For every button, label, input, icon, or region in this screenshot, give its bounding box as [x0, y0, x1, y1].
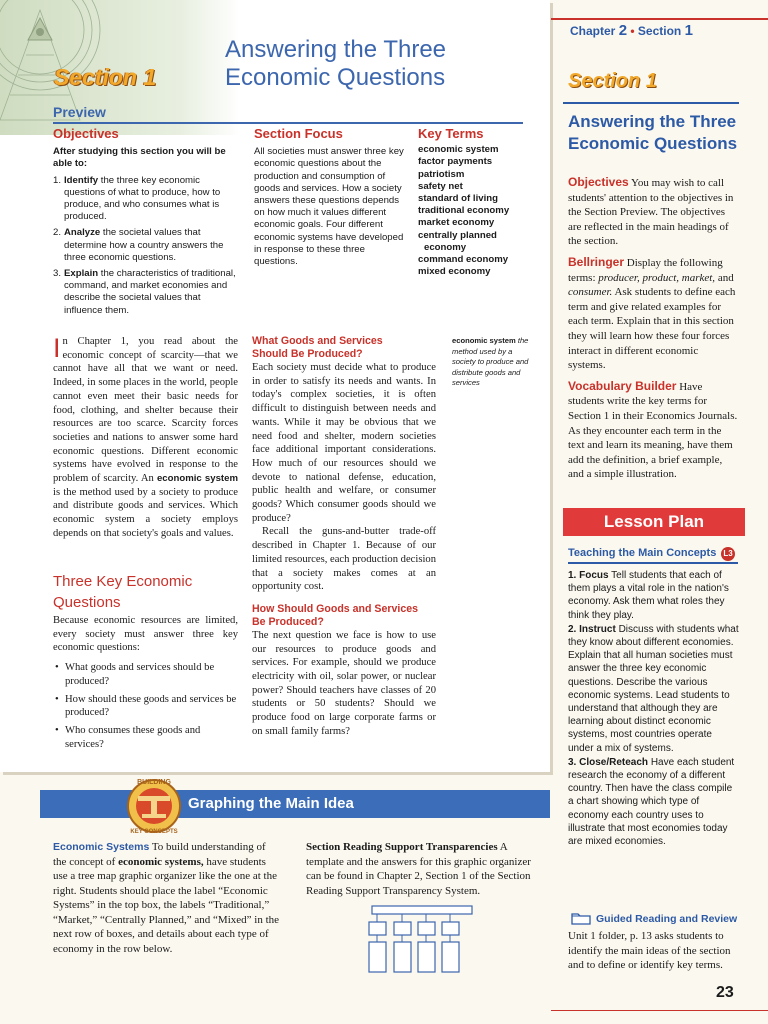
step-lead: 3. Close/Reteach: [568, 756, 649, 768]
subheading-line2: Be Produced?: [252, 615, 324, 628]
separator-dot: •: [630, 24, 635, 38]
note-text: You may wish to call students' attention to the objectives in the Section Preview. The objectives are reflected in the main headings of the section.: [568, 177, 734, 248]
key-term: economic system: [418, 144, 499, 156]
subheading-line1: How Should Goods and Services: [252, 602, 418, 615]
side-top-divider: [551, 18, 768, 20]
note-terms: producer, product, market,: [598, 271, 716, 284]
preview-label: Preview: [53, 104, 106, 120]
section-title: [225, 36, 545, 92]
objective-number: 3.: [53, 268, 62, 280]
key-term: traditional economy: [418, 205, 510, 217]
paragraph: Each society must decide what to produce in order to satisfy its needs and wants. In today's complex societies, it is often difficult to distinguish between needs and wants. While it may be obvious that we need food and shelter, modern societies face additional important considerations. How much of our resources should we devote to national defense, education, public health and welfare, or consumer goods? Which consumer goods should we produce?: [252, 362, 436, 524]
side-title-line1: Answering the Three: [568, 112, 737, 131]
note-text: Display the following terms:: [568, 256, 723, 284]
questions-intro: Because economic resources are limited, every society must answer three key economic questions:: [53, 615, 238, 654]
section-label: Section: [637, 24, 682, 38]
objective-number: 1.: [53, 174, 62, 186]
lesson-plan-banner: Lesson Plan: [563, 508, 745, 536]
objective-number: 2.: [53, 227, 62, 239]
guided-reading-text: Unit 1 folder, p. 13 asks students to identify the main ideas of the section and to define or identify key terms.: [568, 930, 731, 972]
objective-text: the societal values that determine how a country answers the three economic questions.: [64, 227, 224, 263]
step-text: Have each student research the economy of a different country. Then have the class compile a chart showing which type of economy each country uses to illustrate that most economies today are mixed economies.: [568, 756, 735, 848]
level-badge: L3: [721, 547, 735, 561]
step-text: Discuss with students what they know about different economies. Explain that all human societies must answer the three key economic questions. Describe the various economic systems. Lead students to understand that although they are learning about distinct economic systems, most countries operate under a mix of systems.: [568, 623, 739, 754]
graphing-title: Graphing the Main Idea: [188, 795, 354, 812]
logo-bottom-text: KEY CONCEPTS: [130, 829, 178, 834]
section-badge: Section 1: [54, 64, 157, 90]
preview-divider: [53, 122, 523, 124]
objective-item: [53, 175, 238, 224]
objective-text: the characteristics of traditional, command, and market economies and describe the societal values that influence them.: [64, 268, 236, 316]
key-term: standard of living: [418, 193, 498, 205]
key-term: mixed economy: [418, 266, 491, 278]
note-terms: consumer.: [568, 286, 613, 299]
section-focus-column: [254, 128, 404, 268]
folder-icon: [571, 911, 591, 930]
objective-verb: Identify: [64, 174, 99, 186]
chapter-section-label: [570, 22, 693, 39]
note-lead: Objectives: [568, 175, 629, 189]
bottom-divider: [551, 1010, 768, 1011]
objective-verb: Explain: [64, 268, 99, 280]
focus-step: [568, 569, 740, 622]
subheading-how-goods: [252, 603, 436, 629]
economic-system-term: economic system: [156, 473, 238, 485]
key-term: factor payments: [418, 156, 493, 168]
teaching-steps: [568, 569, 740, 849]
side-title-line2: Economic Questions: [568, 134, 738, 153]
objectives-heading: Objectives: [53, 126, 119, 141]
graphing-right-text: [306, 840, 538, 898]
objective-verb: Analyze: [64, 227, 101, 239]
list-item: • Who consumes these goods and services?: [53, 724, 238, 751]
key-term: safety net: [418, 180, 463, 192]
section-number: 1: [684, 22, 693, 39]
graphing-text: To build understanding of the concept of: [53, 841, 266, 868]
key-term: economy: [424, 241, 467, 253]
step-text: Tell students that each of them plays a vital role in the nation's economy. Ask them what roles they think they play.: [568, 570, 729, 621]
margin-definition-text: the method used by a society to produce and distribute goods and services: [452, 336, 529, 387]
key-terms-list: [418, 144, 538, 278]
vocabulary-note: [568, 379, 738, 482]
intro-paragraph-end: is the method used by a society to produce and distribute goods and services. Which economic system a society employs depends on that society's goals and values.: [53, 486, 238, 539]
teaching-divider: [568, 562, 738, 564]
objective-text: the three key economic questions of what to produce, how to produce, and who consumes what is produced.: [64, 174, 221, 223]
objectives-note: [568, 175, 738, 249]
section-title-line1: Answering the Three: [225, 36, 447, 63]
chapter-number: 2: [618, 22, 628, 39]
key-term: patriotism: [418, 168, 465, 180]
body-column-1: [53, 335, 238, 541]
drop-cap: I: [53, 333, 61, 363]
body-column-2: [252, 335, 436, 739]
subheading-line2: Should Be Produced?: [252, 348, 363, 360]
chapter-label: Chapter: [570, 24, 616, 38]
objective-item: [53, 268, 238, 317]
graphing-text: have students use a tree map graphic organizer like the one at the right. Students should place the label “Economic Systems” in the top box, the labels “Traditional,” “Market,” “Centrally Planned,” and “Mixed” in the next row of boxes, and details about each type of economy in the row below.: [53, 855, 280, 955]
subheading-line1: What Goods and Services: [252, 335, 383, 347]
graphing-text: A template and the answers for this graphic organizer can be found in Chapter 2, Section 1 of the Section Reading Support Transparency System.: [306, 841, 531, 897]
transparencies-lead: Section Reading Support Transparencies: [306, 841, 498, 853]
key-terms-heading: Key Terms: [418, 126, 484, 141]
heading-line1: Three Key Economic: [53, 573, 193, 590]
teaching-main-concepts-heading: Teaching the Main Concepts: [568, 547, 717, 559]
note-lead: Vocabulary Builder: [568, 378, 677, 393]
objectives-intro: After studying this section you will be able to:: [53, 146, 226, 170]
tree-map-diagram: [366, 905, 478, 980]
page-number: 23: [716, 984, 734, 1001]
subheading-what-goods: [252, 335, 436, 361]
margin-definition: [452, 336, 534, 389]
key-term: market economy: [418, 217, 495, 229]
body-column-1b: [53, 614, 238, 755]
paragraph: Recall the guns-and-butter trade-off described in Chapter 1. Because of our limited resources, each production decision that a society makes comes at an opportunity cost.: [252, 526, 436, 593]
side-section-badge: Section 1: [568, 70, 657, 92]
graphing-term: economic systems,: [118, 855, 204, 868]
section-title-line2: Economic Questions: [225, 64, 446, 91]
objectives-column: [53, 128, 238, 317]
graphing-left-text: [53, 840, 281, 956]
list-item: • What goods and services should be produced?: [53, 661, 238, 688]
note-lead: Bellringer: [568, 254, 625, 269]
section-focus-text: All societies must answer three key economic questions about the production and consumption of goods and services. How a society answers these questions depends on how much it values different economic goals. Four different economic systems have developed in response to these three questions.: [254, 146, 404, 268]
side-title: [568, 111, 738, 155]
key-term: centrally planned: [418, 229, 497, 241]
economic-systems-lead: Economic Systems: [53, 841, 150, 853]
three-key-questions-heading: [53, 571, 243, 613]
margin-definition-term: economic system: [452, 336, 516, 345]
side-title-divider: [563, 102, 739, 104]
step-lead: 1. Focus: [568, 570, 609, 581]
instruct-step: [568, 623, 740, 755]
intro-paragraph: n Chapter 1, you read about the economic concept of scarcity—that we cannot have all that we want or need. Indeed, in some places in the world, people cannot even meet their basic needs for food, clothing, and shelter because their resources are too scarce. Scarcity forces societies and nations to answer some hard economic questions. Different economic systems have evolved in response to the problem of scarcity. An: [53, 336, 238, 485]
paragraph: The next question we face is how to use our resources to produce goods and services. For example, should we produce electricity with oil, solar power, or nuclear power? Should teachers have classes of 20 students or 50 students? Should we produce food on large corporate farms or on small family farms?: [252, 629, 436, 737]
section-focus-heading: Section Focus: [254, 126, 343, 141]
close-step: [568, 756, 740, 848]
note-text: Have students write the key terms for Section 1 in their Economics Journals. As they encounter each term in the text and learn its meaning, have them add the definition, a brief example, and a simple illustration.: [568, 380, 738, 481]
list-item: • How should these goods and services be produced?: [53, 693, 238, 720]
heading-line2: Questions: [53, 594, 121, 611]
step-lead: 2. Instruct: [568, 623, 616, 635]
key-terms-column: [418, 128, 538, 278]
building-key-concepts-logo: [120, 774, 190, 839]
key-term: command economy: [418, 254, 509, 266]
guided-reading-heading: Guided Reading and Review: [596, 913, 738, 925]
questions-list: [53, 661, 238, 751]
logo-top-text: BUILDING: [137, 779, 171, 786]
teacher-notes: [568, 175, 738, 488]
note-text: and: [715, 271, 734, 284]
objective-item: [53, 227, 238, 264]
bellringer-note: [568, 255, 738, 373]
note-text: Ask students to define each term and give related examples for each term. Explain that in this section they will learn how these four forces interact in different economic systems.: [568, 286, 736, 372]
